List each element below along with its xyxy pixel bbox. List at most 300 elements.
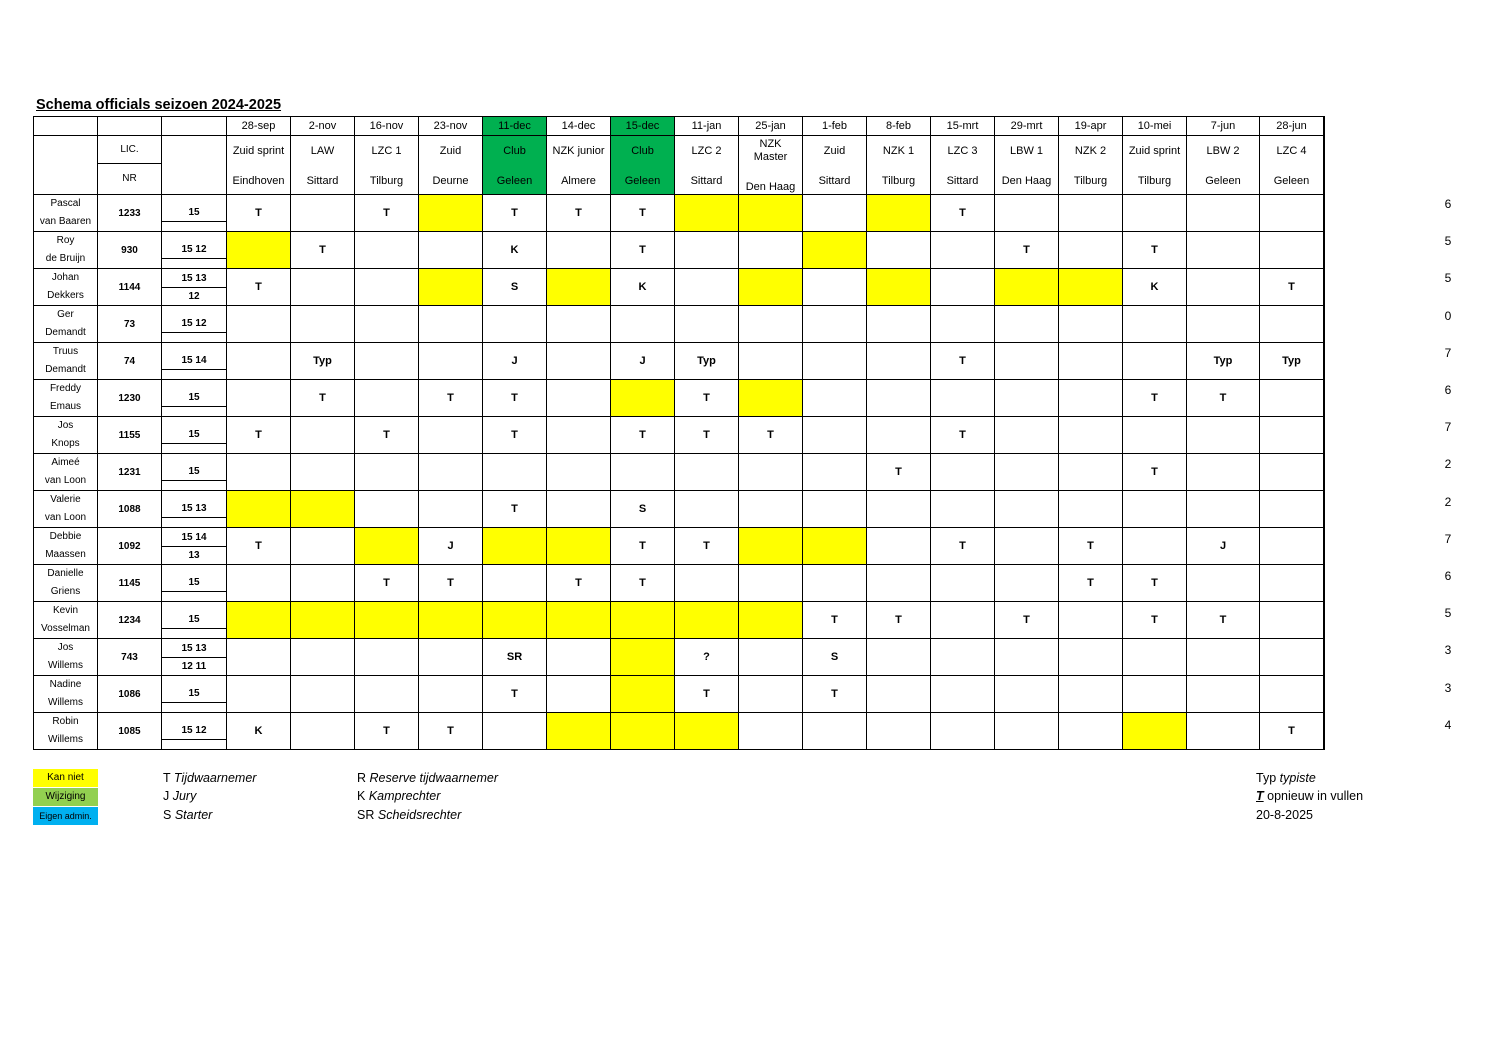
assignment-cell[interactable]: T [355, 195, 419, 232]
assignment-cell[interactable]: J [1187, 528, 1260, 565]
certification-cell [162, 269, 227, 306]
assignment-cell[interactable] [1324, 713, 1325, 750]
assignment-cell[interactable] [1260, 565, 1324, 602]
assignment-cell[interactable]: K [227, 713, 291, 750]
assignment-cell[interactable] [1324, 380, 1325, 417]
assignment-cell[interactable] [291, 195, 355, 232]
assignment-cell[interactable] [867, 713, 931, 750]
assignment-cell[interactable] [419, 602, 483, 639]
assignment-cell[interactable]: S [483, 269, 547, 306]
assignment-cell[interactable] [227, 565, 291, 602]
assignment-cell[interactable] [547, 676, 611, 713]
assignment-cell[interactable] [995, 269, 1059, 306]
assignment-cell[interactable] [1324, 232, 1325, 269]
assignment-cell[interactable] [291, 676, 355, 713]
assignment-cell[interactable]: Typ [1187, 343, 1260, 380]
assignment-cell[interactable] [1324, 269, 1325, 306]
assignment-cell[interactable] [355, 602, 419, 639]
assignment-cell[interactable] [867, 380, 931, 417]
legend-code-s [163, 808, 212, 822]
assignment-cell[interactable]: T [1123, 565, 1187, 602]
assignment-cell[interactable] [1324, 343, 1325, 380]
assignment-cell[interactable] [995, 380, 1059, 417]
assignment-cell[interactable]: T [1260, 713, 1324, 750]
assignment-cell[interactable] [995, 491, 1059, 528]
assignment-cell[interactable] [419, 343, 483, 380]
assignment-cell[interactable]: S [803, 639, 867, 676]
assignment-cell[interactable] [1187, 713, 1260, 750]
assignment-cell[interactable] [803, 491, 867, 528]
assignment-cell[interactable] [419, 306, 483, 343]
assignment-cell[interactable] [1123, 417, 1187, 454]
assignment-cell[interactable] [291, 639, 355, 676]
assignment-cell[interactable] [867, 676, 931, 713]
assignment-cell[interactable] [1187, 269, 1260, 306]
assignment-cell[interactable]: T [931, 417, 995, 454]
assignment-cell[interactable] [803, 713, 867, 750]
assignment-cell[interactable] [419, 454, 483, 491]
last-name: van Baaren [39, 216, 92, 227]
assignment-cell[interactable] [1260, 454, 1324, 491]
assignment-cell[interactable] [1059, 676, 1123, 713]
assignment-cell[interactable]: T [1123, 454, 1187, 491]
assignment-cell[interactable]: T [1187, 380, 1260, 417]
assignment-cell[interactable]: T [675, 380, 739, 417]
assignment-cell[interactable] [867, 417, 931, 454]
assignment-cell[interactable] [419, 417, 483, 454]
assignment-cell[interactable] [867, 491, 931, 528]
license-number: 1233 [98, 195, 162, 232]
assignment-cell[interactable] [227, 491, 291, 528]
assignment-cell[interactable] [931, 380, 995, 417]
assignment-cell[interactable] [1324, 565, 1325, 602]
cert-top: 15 12 [162, 722, 226, 740]
assignment-cell[interactable] [1123, 713, 1187, 750]
assignment-cell[interactable]: T [483, 380, 547, 417]
assignment-cell[interactable] [931, 713, 995, 750]
assignment-cell[interactable] [803, 417, 867, 454]
legend-code-typ [1256, 771, 1316, 785]
event-location: Tilburg [1073, 174, 1108, 187]
assignment-cell[interactable]: T [419, 565, 483, 602]
assignment-cell[interactable] [355, 269, 419, 306]
assignment-cell[interactable] [1059, 454, 1123, 491]
assignment-cell[interactable]: T [483, 195, 547, 232]
assignment-cell[interactable] [1260, 232, 1324, 269]
assignment-cell[interactable] [611, 639, 675, 676]
assignment-cell[interactable] [867, 639, 931, 676]
assignment-cell[interactable] [227, 639, 291, 676]
assignment-cell[interactable] [291, 528, 355, 565]
assignment-cell[interactable] [547, 232, 611, 269]
assignment-cell[interactable] [739, 565, 803, 602]
assignment-cell[interactable] [803, 232, 867, 269]
assignment-cell[interactable] [547, 343, 611, 380]
assignment-cell[interactable]: T [227, 269, 291, 306]
assignment-cell[interactable]: T [995, 232, 1059, 269]
assignment-cell[interactable] [803, 343, 867, 380]
assignment-cell[interactable]: T [803, 602, 867, 639]
assignment-cell[interactable] [739, 639, 803, 676]
assignment-cell[interactable] [1260, 676, 1324, 713]
assignment-cell[interactable] [1324, 417, 1325, 454]
assignment-cell[interactable] [995, 417, 1059, 454]
event-header-cell [995, 136, 1059, 195]
assignment-cell[interactable] [867, 343, 931, 380]
assignment-cell[interactable] [803, 565, 867, 602]
assignment-cell[interactable]: T [419, 380, 483, 417]
assignment-cell[interactable] [355, 528, 419, 565]
assignment-cell[interactable] [1324, 491, 1325, 528]
assignment-cell[interactable] [1324, 639, 1325, 676]
assignment-cell[interactable] [419, 195, 483, 232]
assignment-cell[interactable] [227, 343, 291, 380]
assignment-cell[interactable] [1260, 380, 1324, 417]
assignment-cell[interactable] [739, 343, 803, 380]
assignment-cell[interactable] [739, 232, 803, 269]
assignment-cell[interactable] [1059, 232, 1123, 269]
assignment-cell[interactable] [1260, 195, 1324, 232]
assignment-cell[interactable] [803, 195, 867, 232]
assignment-cell[interactable] [1123, 343, 1187, 380]
assignment-cell[interactable] [355, 491, 419, 528]
first-name: Jos [57, 642, 74, 653]
assignment-cell[interactable] [355, 232, 419, 269]
assignment-cell[interactable] [675, 713, 739, 750]
assignment-cell[interactable] [675, 195, 739, 232]
assignment-cell[interactable] [611, 454, 675, 491]
assignment-cell[interactable]: T [739, 417, 803, 454]
assignment-cell[interactable]: T [1123, 602, 1187, 639]
assignment-cell[interactable] [355, 639, 419, 676]
assignment-cell[interactable]: T [355, 417, 419, 454]
assignment-cell[interactable] [803, 306, 867, 343]
assignment-cell[interactable]: T [675, 417, 739, 454]
assignment-cell[interactable]: T [483, 491, 547, 528]
assignment-cell[interactable]: J [611, 343, 675, 380]
assignment-cell[interactable] [931, 232, 995, 269]
assignment-cell[interactable] [483, 454, 547, 491]
assignment-cell[interactable] [995, 713, 1059, 750]
assignment-cell[interactable] [1059, 713, 1123, 750]
assignment-cell[interactable] [1187, 417, 1260, 454]
assignment-cell[interactable] [355, 380, 419, 417]
assignment-cell[interactable] [611, 676, 675, 713]
assignment-cell[interactable] [1059, 195, 1123, 232]
assignment-cell[interactable]: T [355, 713, 419, 750]
assignment-cell[interactable]: T [931, 343, 995, 380]
assignment-cell[interactable] [1059, 269, 1123, 306]
assignment-cell[interactable] [931, 602, 995, 639]
assignment-cell[interactable]: K [483, 232, 547, 269]
assignment-cell[interactable] [1324, 602, 1325, 639]
assignment-cell[interactable] [995, 195, 1059, 232]
assignment-cell[interactable]: T [675, 676, 739, 713]
assignment-cell[interactable] [611, 380, 675, 417]
license-number: 73 [98, 306, 162, 343]
assignment-cell[interactable]: SR [483, 639, 547, 676]
assignment-cell[interactable] [611, 602, 675, 639]
assignment-cell[interactable] [1123, 491, 1187, 528]
assignment-cell[interactable] [739, 491, 803, 528]
assignment-cell[interactable]: T [227, 195, 291, 232]
assignment-cell[interactable] [483, 306, 547, 343]
assignment-cell[interactable]: K [1123, 269, 1187, 306]
assignment-cell[interactable] [291, 602, 355, 639]
assignment-cell[interactable]: K [611, 269, 675, 306]
assignment-cell[interactable] [547, 491, 611, 528]
assignment-cell[interactable] [803, 528, 867, 565]
assignment-cell[interactable] [291, 713, 355, 750]
event-name: NZK 1 [882, 144, 915, 157]
assignment-cell[interactable] [547, 306, 611, 343]
assignment-cell[interactable] [355, 676, 419, 713]
assignment-cell[interactable] [931, 269, 995, 306]
assignment-cell[interactable] [931, 565, 995, 602]
assignment-cell[interactable] [547, 454, 611, 491]
assignment-cell[interactable]: T [419, 713, 483, 750]
assignment-cell[interactable] [739, 306, 803, 343]
assignment-cell[interactable] [1059, 639, 1123, 676]
assignment-cell[interactable] [419, 491, 483, 528]
assignment-cell[interactable]: J [483, 343, 547, 380]
header-blank-cell [34, 117, 98, 136]
assignment-cell[interactable] [1059, 343, 1123, 380]
assignment-cell[interactable] [1123, 306, 1187, 343]
assignment-cell[interactable] [739, 454, 803, 491]
license-number: 1234 [98, 602, 162, 639]
assignment-cell[interactable] [611, 713, 675, 750]
assignment-cell[interactable] [419, 639, 483, 676]
assignment-cell[interactable] [227, 454, 291, 491]
assignment-cell[interactable]: T [611, 417, 675, 454]
legend-code: J [163, 789, 170, 803]
event-location: Tilburg [881, 174, 916, 187]
certification-cell [162, 639, 227, 676]
assignment-cell[interactable]: T [1123, 380, 1187, 417]
assignment-cell[interactable] [867, 565, 931, 602]
assignment-cell[interactable] [1260, 528, 1324, 565]
assignment-cell[interactable] [483, 565, 547, 602]
assignment-cell[interactable] [739, 528, 803, 565]
assignment-cell[interactable] [739, 602, 803, 639]
assignment-cell[interactable] [1123, 639, 1187, 676]
assignment-cell[interactable] [1059, 602, 1123, 639]
legend-kan-niet-label: Kan niet [47, 772, 84, 783]
assignment-cell[interactable] [803, 380, 867, 417]
assignment-cell[interactable] [995, 306, 1059, 343]
assignment-cell[interactable] [1187, 491, 1260, 528]
assignment-cell[interactable] [803, 454, 867, 491]
assignment-cell[interactable]: T [803, 676, 867, 713]
event-header-cell [1123, 136, 1187, 195]
assignment-cell[interactable] [1123, 195, 1187, 232]
assignment-cell[interactable] [355, 306, 419, 343]
assignment-cell[interactable]: T [611, 565, 675, 602]
event-date-cell: 29-mrt [995, 117, 1059, 136]
assignment-cell[interactable] [483, 713, 547, 750]
assignment-cell[interactable] [931, 491, 995, 528]
assignment-cell[interactable] [1260, 417, 1324, 454]
assignment-cell[interactable] [227, 306, 291, 343]
assignment-cell[interactable] [739, 380, 803, 417]
official-row [34, 380, 1325, 417]
assignment-cell[interactable] [291, 565, 355, 602]
assignment-cell[interactable]: T [611, 195, 675, 232]
assignment-cell[interactable] [995, 676, 1059, 713]
assignment-cell[interactable]: T [611, 528, 675, 565]
assignment-cell[interactable]: T [1187, 602, 1260, 639]
assignment-cell[interactable] [1324, 528, 1325, 565]
assignment-cell[interactable]: Typ [675, 343, 739, 380]
assignment-cell[interactable] [291, 417, 355, 454]
assignment-cell[interactable] [739, 195, 803, 232]
assignment-cell[interactable] [675, 454, 739, 491]
assignment-cell[interactable]: T [227, 417, 291, 454]
assignment-cell[interactable] [1324, 195, 1325, 232]
last-name: Vosselman [41, 623, 90, 634]
assignment-cell[interactable]: T [227, 528, 291, 565]
assignment-cell[interactable] [1260, 306, 1324, 343]
assignment-cell[interactable]: ? [675, 639, 739, 676]
first-name: Roy [56, 235, 75, 246]
event-location: Tilburg [369, 174, 404, 187]
assignment-cell[interactable] [995, 528, 1059, 565]
assignment-cell[interactable] [227, 602, 291, 639]
assignment-cell[interactable]: T [867, 602, 931, 639]
assignment-cell[interactable] [1059, 417, 1123, 454]
assignment-cell[interactable] [483, 602, 547, 639]
assignment-cell[interactable] [1260, 491, 1324, 528]
assignment-cell[interactable] [931, 306, 995, 343]
assignment-cell[interactable] [867, 528, 931, 565]
assignment-cell[interactable] [547, 269, 611, 306]
assignment-cell[interactable] [547, 380, 611, 417]
assignment-cell[interactable] [1187, 195, 1260, 232]
assignment-cell[interactable]: T [611, 232, 675, 269]
assignment-cell[interactable] [291, 491, 355, 528]
assignment-cell[interactable]: J [419, 528, 483, 565]
assignment-cell[interactable] [1123, 528, 1187, 565]
assignment-cell[interactable] [1187, 306, 1260, 343]
assignment-cell[interactable]: T [1123, 232, 1187, 269]
last-name: Demandt [45, 364, 86, 375]
assignment-cell[interactable] [547, 528, 611, 565]
assignment-cell[interactable] [1123, 676, 1187, 713]
assignment-cell[interactable] [291, 269, 355, 306]
assignment-cell[interactable] [547, 602, 611, 639]
assignment-cell[interactable] [547, 417, 611, 454]
assignment-cell[interactable] [547, 639, 611, 676]
assignment-cell[interactable] [419, 232, 483, 269]
assignment-cell[interactable]: T [1059, 528, 1123, 565]
assignment-cell[interactable] [675, 565, 739, 602]
assignment-cell[interactable] [995, 565, 1059, 602]
assignment-cell[interactable] [675, 306, 739, 343]
assignment-cell[interactable] [1260, 639, 1324, 676]
assignment-cell[interactable] [675, 269, 739, 306]
assignment-cell[interactable]: T [483, 676, 547, 713]
assignment-cell[interactable] [227, 676, 291, 713]
assignment-cell[interactable]: T [547, 195, 611, 232]
assignment-cell[interactable] [675, 602, 739, 639]
assignment-cell[interactable] [1187, 232, 1260, 269]
assignment-cell[interactable] [1059, 380, 1123, 417]
assignment-cell[interactable]: T [675, 528, 739, 565]
assignment-cell[interactable]: T [483, 417, 547, 454]
assignment-cell[interactable] [547, 713, 611, 750]
assignment-cell[interactable]: T [291, 232, 355, 269]
assignment-cell[interactable] [1187, 676, 1260, 713]
assignment-cell[interactable] [1059, 491, 1123, 528]
assignment-cell[interactable] [675, 491, 739, 528]
assignment-cell[interactable]: T [931, 528, 995, 565]
assignment-count: 6 [1444, 197, 1452, 211]
assignment-cell[interactable] [867, 232, 931, 269]
assignment-cell[interactable] [1324, 306, 1325, 343]
assignment-cell[interactable]: T [995, 602, 1059, 639]
assignment-cell[interactable] [355, 343, 419, 380]
assignment-cell[interactable] [1260, 602, 1324, 639]
assignment-cell[interactable]: T [547, 565, 611, 602]
assignment-cell[interactable] [803, 269, 867, 306]
assignment-cell[interactable] [1187, 565, 1260, 602]
event-name: LBW 1 [1009, 144, 1043, 157]
assignment-cell[interactable]: T [355, 565, 419, 602]
assignment-cell[interactable]: T [291, 380, 355, 417]
legend-code: T [1256, 789, 1264, 803]
event-name: Zuid sprint [1128, 144, 1181, 157]
assignment-cell[interactable] [995, 639, 1059, 676]
assignment-cell[interactable] [1187, 454, 1260, 491]
assignment-cell[interactable] [355, 454, 419, 491]
first-name: Robin [52, 716, 79, 727]
assignment-cell[interactable] [931, 639, 995, 676]
assignment-cell[interactable] [1059, 306, 1123, 343]
assignment-cell[interactable]: S [611, 491, 675, 528]
assignment-cell[interactable]: T [1059, 565, 1123, 602]
assignment-cell[interactable] [675, 232, 739, 269]
assignment-cell[interactable] [739, 713, 803, 750]
assignment-cell[interactable] [867, 269, 931, 306]
assignment-cell[interactable] [1324, 676, 1325, 713]
first-name: Kevin [52, 605, 78, 616]
assignment-cell[interactable] [867, 306, 931, 343]
assignment-cell[interactable] [1324, 454, 1325, 491]
assignment-cell[interactable] [611, 306, 675, 343]
assignment-cell[interactable]: T [867, 454, 931, 491]
assignment-cell[interactable] [419, 269, 483, 306]
assignment-cell[interactable] [419, 676, 483, 713]
assignment-cell[interactable] [739, 269, 803, 306]
assignment-cell[interactable]: T [1260, 269, 1324, 306]
assignment-cell[interactable] [931, 676, 995, 713]
assignment-cell[interactable]: Typ [291, 343, 355, 380]
assignment-cell[interactable] [995, 343, 1059, 380]
assignment-cell[interactable] [1187, 639, 1260, 676]
assignment-cell[interactable]: T [931, 195, 995, 232]
assignment-cell[interactable] [227, 232, 291, 269]
assignment-cell[interactable]: Typ [1260, 343, 1324, 380]
assignment-cell[interactable] [291, 454, 355, 491]
assignment-cell[interactable] [995, 454, 1059, 491]
assignment-cell[interactable] [867, 195, 931, 232]
assignment-cell[interactable] [931, 454, 995, 491]
assignment-cell[interactable] [227, 380, 291, 417]
assignment-cell[interactable] [291, 306, 355, 343]
assignment-cell[interactable] [483, 528, 547, 565]
assignment-cell[interactable] [739, 676, 803, 713]
